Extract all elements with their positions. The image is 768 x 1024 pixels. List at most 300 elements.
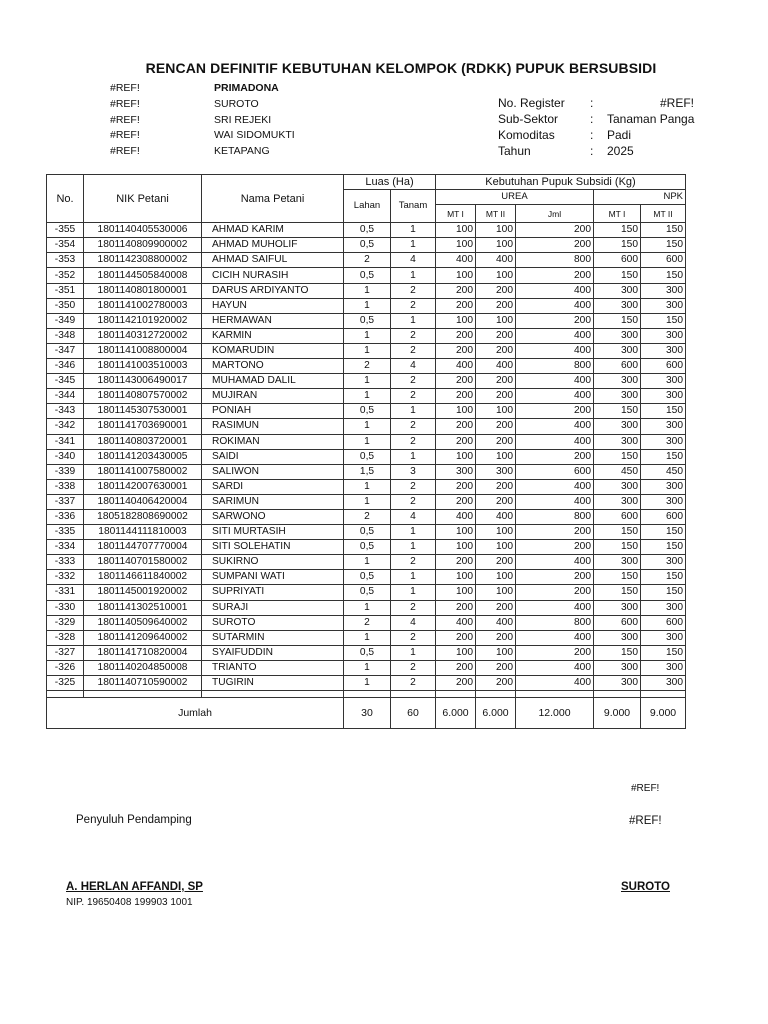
- table-row: [47, 615, 686, 630]
- row-urea-jml: 200: [516, 404, 594, 419]
- row-nik: 1801142101920002: [84, 313, 202, 328]
- row-urea-mt1: 100: [436, 404, 476, 419]
- row-urea-jml: 400: [516, 494, 594, 509]
- row-nama: RASIMUN: [202, 419, 344, 434]
- row-urea-mt1: 200: [436, 389, 476, 404]
- table-row: [47, 540, 686, 555]
- row-tanam: 1: [391, 313, 436, 328]
- row-npk-mt2: 300: [641, 676, 686, 691]
- row-npk-mt1: 150: [594, 570, 641, 585]
- row-tanam: 4: [391, 509, 436, 524]
- row-urea-mt2: 400: [476, 253, 516, 268]
- table-total-row: [47, 698, 686, 729]
- row-urea-jml: 400: [516, 479, 594, 494]
- row-urea-mt2: 100: [476, 540, 516, 555]
- row-urea-mt2: 200: [476, 389, 516, 404]
- table-row: [47, 434, 686, 449]
- row-urea-mt1: 100: [436, 313, 476, 328]
- komoditas-value: Padi: [607, 128, 632, 142]
- row-tanam: 2: [391, 298, 436, 313]
- row-nama: HERMAWAN: [202, 313, 344, 328]
- register-sep: :: [590, 96, 594, 110]
- row-npk-mt1: 450: [594, 464, 641, 479]
- row-urea-jml: 400: [516, 555, 594, 570]
- col-header-kebutuhan: Kebutuhan Pupuk Subsidi (Kg): [436, 175, 686, 190]
- row-npk-mt2: 150: [641, 238, 686, 253]
- row-urea-mt2: 400: [476, 509, 516, 524]
- row-urea-mt2: 200: [476, 374, 516, 389]
- row-urea-mt1: 100: [436, 570, 476, 585]
- row-tanam: 4: [391, 615, 436, 630]
- row-npk-mt1: 300: [594, 676, 641, 691]
- row-tanam: 1: [391, 525, 436, 540]
- row-lahan: 2: [344, 359, 391, 374]
- table-row: [47, 464, 686, 479]
- row-no: -329: [47, 615, 84, 630]
- row-npk-mt1: 300: [594, 494, 641, 509]
- row-npk-mt1: 300: [594, 343, 641, 358]
- row-urea-mt2: 200: [476, 479, 516, 494]
- table-row: [47, 268, 686, 283]
- row-urea-mt2: 200: [476, 630, 516, 645]
- row-urea-mt2: 300: [476, 464, 516, 479]
- table-row: [47, 525, 686, 540]
- row-urea-jml: 200: [516, 268, 594, 283]
- row-urea-jml: 200: [516, 313, 594, 328]
- row-tanam: 1: [391, 570, 436, 585]
- row-nama: SARWONO: [202, 509, 344, 524]
- row-urea-mt2: 200: [476, 660, 516, 675]
- row-urea-mt1: 100: [436, 525, 476, 540]
- row-urea-mt1: 400: [436, 253, 476, 268]
- row-npk-mt1: 150: [594, 238, 641, 253]
- subsektor-label: Sub-Sektor: [498, 112, 559, 126]
- row-nama: SITI SOLEHATIN: [202, 540, 344, 555]
- row-urea-mt2: 100: [476, 238, 516, 253]
- row-npk-mt2: 300: [641, 434, 686, 449]
- row-npk-mt2: 150: [641, 313, 686, 328]
- row-urea-mt2: 200: [476, 298, 516, 313]
- row-npk-mt2: 150: [641, 540, 686, 555]
- table-row: [47, 645, 686, 660]
- table-row: [47, 676, 686, 691]
- row-nama: SAIDI: [202, 449, 344, 464]
- row-no: -355: [47, 223, 84, 238]
- row-no: -348: [47, 328, 84, 343]
- footer-ref-top: #REF!: [631, 783, 660, 794]
- row-urea-mt2: 400: [476, 615, 516, 630]
- row-npk-mt2: 600: [641, 615, 686, 630]
- row-npk-mt2: 300: [641, 328, 686, 343]
- row-urea-jml: 200: [516, 585, 594, 600]
- row-npk-mt1: 300: [594, 374, 641, 389]
- row-urea-mt2: 100: [476, 404, 516, 419]
- row-lahan: 0,5: [344, 585, 391, 600]
- total-label: Jumlah: [47, 698, 344, 729]
- row-lahan: 2: [344, 253, 391, 268]
- row-no: -350: [47, 298, 84, 313]
- row-nama: KARMIN: [202, 328, 344, 343]
- row-urea-mt2: 200: [476, 343, 516, 358]
- row-lahan: 1: [344, 283, 391, 298]
- row-npk-mt2: 150: [641, 449, 686, 464]
- row-lahan: 0,5: [344, 540, 391, 555]
- header-value-kelompok: PRIMADONA: [214, 82, 279, 94]
- row-npk-mt2: 150: [641, 570, 686, 585]
- row-npk-mt1: 300: [594, 283, 641, 298]
- row-urea-mt1: 100: [436, 449, 476, 464]
- row-nama: HAYUN: [202, 298, 344, 313]
- row-tanam: 2: [391, 374, 436, 389]
- row-no: -351: [47, 283, 84, 298]
- tahun-value: 2025: [607, 144, 634, 158]
- table-row: [47, 479, 686, 494]
- row-urea-mt2: 200: [476, 676, 516, 691]
- row-lahan: 1,5: [344, 464, 391, 479]
- row-npk-mt2: 300: [641, 298, 686, 313]
- row-tanam: 4: [391, 253, 436, 268]
- row-urea-jml: 800: [516, 359, 594, 374]
- row-urea-jml: 400: [516, 676, 594, 691]
- row-nama: SYAIFUDDIN: [202, 645, 344, 660]
- row-nama: PONIAH: [202, 404, 344, 419]
- row-nik: 1801141007580002: [84, 464, 202, 479]
- row-urea-jml: 800: [516, 615, 594, 630]
- row-urea-mt2: 200: [476, 494, 516, 509]
- row-no: -342: [47, 419, 84, 434]
- row-nama: CICIH NURASIH: [202, 268, 344, 283]
- row-npk-mt2: 300: [641, 660, 686, 675]
- row-lahan: 1: [344, 494, 391, 509]
- row-lahan: 0,5: [344, 570, 391, 585]
- row-nik: 1801142007630001: [84, 479, 202, 494]
- row-urea-mt1: 100: [436, 238, 476, 253]
- row-no: -327: [47, 645, 84, 660]
- row-lahan: 0,5: [344, 645, 391, 660]
- table-row: [47, 494, 686, 509]
- row-npk-mt1: 600: [594, 615, 641, 630]
- row-no: -326: [47, 660, 84, 675]
- row-nama: AHMAD KARIM: [202, 223, 344, 238]
- row-no: -343: [47, 404, 84, 419]
- row-urea-jml: 400: [516, 660, 594, 675]
- row-nik: 1801141003510003: [84, 359, 202, 374]
- row-npk-mt2: 600: [641, 509, 686, 524]
- row-npk-mt1: 300: [594, 328, 641, 343]
- row-npk-mt1: 150: [594, 525, 641, 540]
- row-nama: SUKIRNO: [202, 555, 344, 570]
- footer-ref-right: #REF!: [629, 815, 662, 827]
- col-header-urea-jml: Jml: [516, 205, 594, 223]
- row-nama: TRIANTO: [202, 660, 344, 675]
- total-urea-mt2: 6.000: [476, 698, 516, 729]
- row-urea-mt2: 100: [476, 268, 516, 283]
- row-nik: 1801144707770004: [84, 540, 202, 555]
- row-urea-jml: 600: [516, 464, 594, 479]
- total-npk-mt1: 9.000: [594, 698, 641, 729]
- row-lahan: 1: [344, 374, 391, 389]
- table-row: [47, 660, 686, 675]
- total-tanam: 60: [391, 698, 436, 729]
- header-label-1: #REF!: [110, 82, 140, 94]
- row-urea-mt2: 400: [476, 359, 516, 374]
- row-tanam: 2: [391, 419, 436, 434]
- row-lahan: 0,5: [344, 313, 391, 328]
- row-nama: TUGIRIN: [202, 676, 344, 691]
- row-lahan: 1: [344, 555, 391, 570]
- row-npk-mt1: 300: [594, 600, 641, 615]
- row-urea-mt2: 100: [476, 313, 516, 328]
- table-row: [47, 419, 686, 434]
- row-nik: 1801141002780003: [84, 298, 202, 313]
- row-urea-mt1: 400: [436, 509, 476, 524]
- row-npk-mt2: 300: [641, 494, 686, 509]
- header-label-3: #REF!: [110, 114, 140, 126]
- row-nik: 1801140312720002: [84, 328, 202, 343]
- row-npk-mt2: 300: [641, 389, 686, 404]
- table-row: [47, 570, 686, 585]
- row-lahan: 0,5: [344, 449, 391, 464]
- row-lahan: 0,5: [344, 404, 391, 419]
- row-no: -335: [47, 525, 84, 540]
- row-npk-mt2: 300: [641, 343, 686, 358]
- row-urea-mt2: 200: [476, 434, 516, 449]
- row-npk-mt1: 300: [594, 630, 641, 645]
- row-urea-jml: 400: [516, 419, 594, 434]
- row-urea-mt1: 200: [436, 600, 476, 615]
- header-value-desa: SRI REJEKI: [214, 114, 272, 126]
- col-header-npk: NPK: [594, 190, 686, 205]
- row-nama: SITI MURTASIH: [202, 525, 344, 540]
- row-nik: 1801140204850008: [84, 660, 202, 675]
- col-header-urea-mt2: MT II: [476, 205, 516, 223]
- row-npk-mt2: 300: [641, 479, 686, 494]
- row-nama: AHMAD MUHOLIF: [202, 238, 344, 253]
- row-lahan: 1: [344, 434, 391, 449]
- row-urea-mt1: 200: [436, 374, 476, 389]
- row-npk-mt1: 150: [594, 223, 641, 238]
- row-tanam: 2: [391, 676, 436, 691]
- header-value-kecamatan: WAI SIDOMUKTI: [214, 129, 295, 141]
- row-nik: 1801140801800001: [84, 283, 202, 298]
- row-urea-jml: 200: [516, 525, 594, 540]
- row-nik: 1801140701580002: [84, 555, 202, 570]
- row-npk-mt1: 150: [594, 540, 641, 555]
- row-urea-mt2: 100: [476, 585, 516, 600]
- col-header-urea: UREA: [436, 190, 594, 205]
- row-nama: KOMARUDIN: [202, 343, 344, 358]
- row-npk-mt1: 300: [594, 434, 641, 449]
- row-nik: 1801144505840008: [84, 268, 202, 283]
- row-nik: 1801145307530001: [84, 404, 202, 419]
- table-row: [47, 404, 686, 419]
- row-urea-mt1: 200: [436, 494, 476, 509]
- row-no: -340: [47, 449, 84, 464]
- row-tanam: 2: [391, 600, 436, 615]
- row-no: -344: [47, 389, 84, 404]
- komoditas-sep: :: [590, 128, 594, 142]
- row-npk-mt1: 300: [594, 419, 641, 434]
- row-lahan: 1: [344, 419, 391, 434]
- row-npk-mt2: 600: [641, 359, 686, 374]
- row-npk-mt2: 300: [641, 419, 686, 434]
- row-nik: 1801140807570002: [84, 389, 202, 404]
- row-npk-mt2: 450: [641, 464, 686, 479]
- penyuluh-label: Penyuluh Pendamping: [76, 814, 192, 826]
- row-no: -346: [47, 359, 84, 374]
- row-npk-mt1: 300: [594, 555, 641, 570]
- row-lahan: 1: [344, 630, 391, 645]
- row-npk-mt2: 150: [641, 223, 686, 238]
- row-nik: 1801140710590002: [84, 676, 202, 691]
- row-nama: ROKIMAN: [202, 434, 344, 449]
- row-npk-mt2: 150: [641, 268, 686, 283]
- total-urea-mt1: 6.000: [436, 698, 476, 729]
- tahun-sep: :: [590, 144, 594, 158]
- row-nik: 1801141710820004: [84, 645, 202, 660]
- row-urea-jml: 200: [516, 570, 594, 585]
- row-urea-jml: 200: [516, 449, 594, 464]
- row-lahan: 1: [344, 298, 391, 313]
- row-npk-mt1: 300: [594, 389, 641, 404]
- row-lahan: 1: [344, 600, 391, 615]
- col-header-lahan: Lahan: [344, 190, 391, 223]
- row-tanam: 2: [391, 494, 436, 509]
- row-nik: 1801140803720001: [84, 434, 202, 449]
- row-urea-mt1: 300: [436, 464, 476, 479]
- row-nama: SUROTO: [202, 615, 344, 630]
- row-urea-mt2: 200: [476, 283, 516, 298]
- subsektor-sep: :: [590, 112, 594, 126]
- table-row: [47, 359, 686, 374]
- row-npk-mt2: 300: [641, 374, 686, 389]
- row-tanam: 1: [391, 585, 436, 600]
- row-nama: AHMAD SAIFUL: [202, 253, 344, 268]
- col-header-nama: Nama Petani: [202, 175, 344, 223]
- row-nama: SARIMUN: [202, 494, 344, 509]
- row-lahan: 2: [344, 509, 391, 524]
- row-nama: MARTONO: [202, 359, 344, 374]
- row-urea-mt1: 200: [436, 660, 476, 675]
- row-urea-mt1: 200: [436, 343, 476, 358]
- row-nama: MUHAMAD DALIL: [202, 374, 344, 389]
- row-no: -347: [47, 343, 84, 358]
- row-tanam: 4: [391, 359, 436, 374]
- row-npk-mt1: 150: [594, 585, 641, 600]
- row-nama: SUPRIYATI: [202, 585, 344, 600]
- table-row: [47, 509, 686, 524]
- row-no: -353: [47, 253, 84, 268]
- row-npk-mt2: 300: [641, 600, 686, 615]
- row-urea-mt1: 200: [436, 328, 476, 343]
- col-header-no: No.: [47, 175, 84, 223]
- row-no: -345: [47, 374, 84, 389]
- total-npk-mt2: 9.000: [641, 698, 686, 729]
- rdkk-table: [46, 174, 686, 729]
- row-urea-jml: 200: [516, 238, 594, 253]
- row-urea-mt2: 200: [476, 600, 516, 615]
- row-urea-mt1: 200: [436, 298, 476, 313]
- row-nik: 1801140809900002: [84, 238, 202, 253]
- row-urea-mt1: 200: [436, 630, 476, 645]
- row-urea-jml: 800: [516, 509, 594, 524]
- table-row: [47, 374, 686, 389]
- row-nik: 1801140509640002: [84, 615, 202, 630]
- row-urea-jml: 400: [516, 630, 594, 645]
- table-row: [47, 298, 686, 313]
- header-value-kabupaten: KETAPANG: [214, 145, 270, 157]
- row-lahan: 1: [344, 479, 391, 494]
- ketua-name: SUROTO: [621, 881, 670, 893]
- row-npk-mt1: 300: [594, 298, 641, 313]
- row-npk-mt2: 150: [641, 525, 686, 540]
- row-urea-jml: 400: [516, 343, 594, 358]
- row-no: -354: [47, 238, 84, 253]
- row-npk-mt2: 600: [641, 253, 686, 268]
- row-tanam: 2: [391, 555, 436, 570]
- row-nik: 1801145001920002: [84, 585, 202, 600]
- row-npk-mt1: 300: [594, 660, 641, 675]
- table-row: [47, 238, 686, 253]
- row-nama: SALIWON: [202, 464, 344, 479]
- row-no: -332: [47, 570, 84, 585]
- table-row: [47, 223, 686, 238]
- row-tanam: 2: [391, 660, 436, 675]
- row-urea-mt1: 200: [436, 283, 476, 298]
- row-urea-jml: 400: [516, 600, 594, 615]
- row-tanam: 3: [391, 464, 436, 479]
- row-no: -339: [47, 464, 84, 479]
- row-nama: DARUS ARDIYANTO: [202, 283, 344, 298]
- row-urea-jml: 400: [516, 434, 594, 449]
- row-urea-mt1: 400: [436, 359, 476, 374]
- row-npk-mt2: 150: [641, 404, 686, 419]
- table-row: [47, 389, 686, 404]
- row-tanam: 1: [391, 540, 436, 555]
- row-urea-jml: 200: [516, 645, 594, 660]
- subsektor-value: Tanaman Panga: [607, 112, 695, 126]
- col-header-tanam: Tanam: [391, 190, 436, 223]
- row-urea-mt1: 200: [436, 434, 476, 449]
- row-urea-mt1: 100: [436, 645, 476, 660]
- row-urea-mt1: 100: [436, 223, 476, 238]
- row-urea-mt2: 100: [476, 223, 516, 238]
- row-urea-mt2: 200: [476, 555, 516, 570]
- col-header-luas: Luas (Ha): [344, 175, 436, 190]
- row-nik: 1801142308800002: [84, 253, 202, 268]
- row-npk-mt1: 300: [594, 479, 641, 494]
- row-tanam: 2: [391, 630, 436, 645]
- row-no: -352: [47, 268, 84, 283]
- row-urea-mt2: 100: [476, 449, 516, 464]
- row-npk-mt1: 150: [594, 268, 641, 283]
- row-npk-mt1: 150: [594, 404, 641, 419]
- register-value: #REF!: [660, 96, 695, 110]
- row-tanam: 1: [391, 238, 436, 253]
- row-npk-mt1: 150: [594, 449, 641, 464]
- row-no: -349: [47, 313, 84, 328]
- row-nama: SUTARMIN: [202, 630, 344, 645]
- row-lahan: 0,5: [344, 223, 391, 238]
- row-npk-mt2: 150: [641, 585, 686, 600]
- table-row: [47, 600, 686, 615]
- row-tanam: 2: [391, 479, 436, 494]
- row-urea-jml: 400: [516, 283, 594, 298]
- row-tanam: 2: [391, 389, 436, 404]
- row-lahan: 1: [344, 343, 391, 358]
- row-tanam: 1: [391, 645, 436, 660]
- row-nik: 1801146611840002: [84, 570, 202, 585]
